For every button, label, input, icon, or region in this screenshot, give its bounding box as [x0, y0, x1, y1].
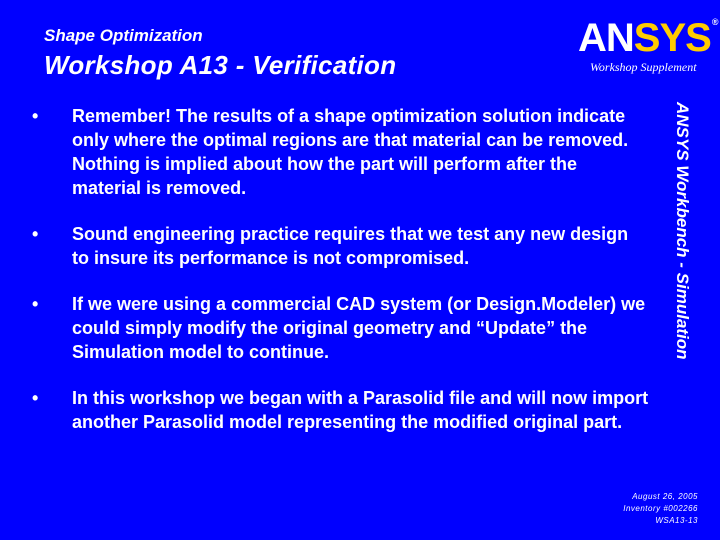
- sidebar-label-text: ANSYS Workbench - Simulation: [673, 102, 692, 360]
- bullet-dot-icon: •: [32, 294, 39, 314]
- logo-registered-mark: ®: [711, 17, 718, 27]
- bullet-item: [30, 104, 650, 200]
- ansys-logo: [578, 18, 717, 58]
- bullet-text: Sound engineering practice requires that we test any new design to insure its performance is not compromised.: [72, 224, 629, 268]
- bullet-dot-icon: •: [32, 224, 39, 244]
- bullet-text: If we were using a commercial CAD system (or Design.Modeler) we could simply modify the original geometry and “Update” the Simulation model to continue.: [72, 294, 646, 362]
- footer-date: August 26, 2005: [632, 492, 698, 501]
- logo-sys-text: SYS: [633, 16, 711, 60]
- slide-title: Workshop A13 - Verification: [44, 50, 397, 80]
- bullet-text: In this workshop we began with a Parasolid file and will now import another Parasolid model representing the modified original part.: [72, 388, 649, 432]
- slide-header: [0, 0, 720, 90]
- bullet-item: [30, 222, 650, 270]
- bullet-list: [30, 104, 650, 456]
- slide-subtitle: Shape Optimization: [44, 26, 203, 45]
- footer-page-number: WSA13-13: [655, 516, 698, 525]
- workshop-supplement-label: Workshop Supplement: [590, 60, 697, 74]
- bullet-dot-icon: •: [32, 388, 39, 408]
- bullet-item: [30, 386, 650, 434]
- bullet-text: Remember! The results of a shape optimization solution indicate only where the optimal regions are that material can be removed. Nothing is implied about how the part will perform after the material is removed.: [72, 106, 629, 198]
- vertical-sidebar-label: [673, 102, 707, 422]
- bullet-item: [30, 292, 650, 364]
- slide-footer: [623, 491, 698, 527]
- bullet-dot-icon: •: [32, 106, 39, 126]
- logo-an-text: AN: [578, 16, 634, 60]
- footer-inventory: Inventory #002266: [623, 504, 698, 513]
